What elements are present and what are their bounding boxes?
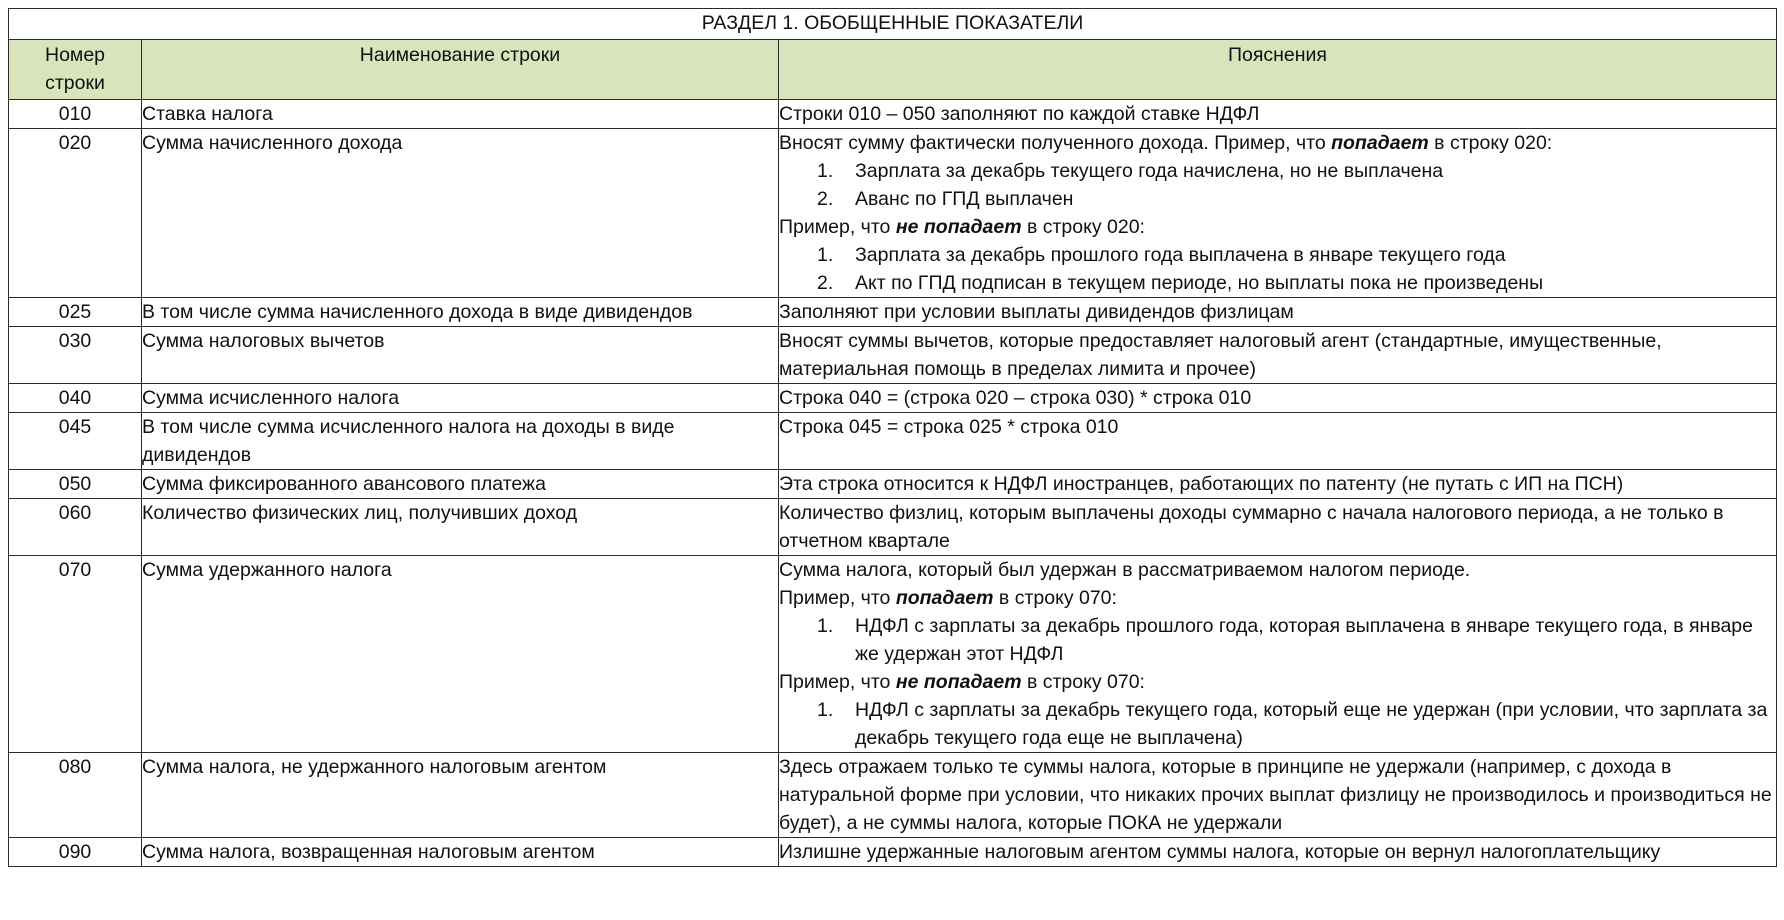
list-item-marker: 1. [817, 160, 834, 182]
row-number: 080 [9, 753, 142, 838]
list-item-text: Аванс по ГПД выплачен [855, 188, 1074, 210]
row-explanation [779, 470, 1777, 499]
column-header-explanation: Пояснения [779, 40, 1777, 100]
section-title: РАЗДЕЛ 1. ОБОБЩЕННЫЕ ПОКАЗАТЕЛИ [9, 9, 1777, 40]
row-name: В том числе сумма исчисленного налога на доходы в виде дивидендов [142, 413, 779, 470]
heading-emphasis: не попадает [895, 671, 1022, 693]
explanation-text: Здесь отражаем только те суммы налога, которые в принципе не удержали (например, с дохода в натуральной форме при условии, что никаких прочих выплат физлицу не производилось и производиться не будет), а не суммы налога, которые ПОКА не удержали [779, 756, 1772, 834]
list-item [779, 185, 1776, 213]
table-row [9, 129, 1777, 298]
row-name: В том числе сумма начисленного дохода в виде дивидендов [142, 298, 779, 327]
heading-emphasis: не попадает [895, 216, 1022, 238]
table-row [9, 556, 1777, 753]
list-item-marker: 2. [817, 272, 834, 294]
indicators-table [8, 8, 1777, 867]
row-explanation [779, 838, 1777, 867]
row-name: Сумма налога, не удержанного налоговым агентом [142, 753, 779, 838]
heading-text-before: Пример, что [779, 671, 896, 693]
heading-text-after: в строку 070: [993, 587, 1117, 609]
row-number: 060 [9, 499, 142, 556]
row-explanation [779, 413, 1777, 470]
explanation-text: Излишне удержанные налоговым агентом суммы налога, которые он вернул налогоплательщику [779, 841, 1661, 863]
row-explanation [779, 499, 1777, 556]
list-item-text: НДФЛ с зарплаты за декабрь прошлого года, которая выплачена в январе текущего года, в январе же удержан этот НДФЛ [855, 615, 1753, 665]
row-explanation [779, 298, 1777, 327]
table-row [9, 470, 1777, 499]
row-explanation [779, 753, 1777, 838]
table-row [9, 327, 1777, 384]
row-explanation [779, 327, 1777, 384]
explanation-example-heading [779, 584, 1776, 612]
table-body [9, 100, 1777, 867]
row-number: 045 [9, 413, 142, 470]
list-item [779, 269, 1776, 297]
explanation-example-heading [779, 129, 1776, 157]
row-name: Ставка налога [142, 100, 779, 129]
row-number: 040 [9, 384, 142, 413]
table-row [9, 100, 1777, 129]
row-name: Сумма удержанного налога [142, 556, 779, 753]
table-row [9, 384, 1777, 413]
row-number: 030 [9, 327, 142, 384]
list-item-marker: 1. [817, 615, 834, 637]
section-title-row [9, 9, 1777, 40]
row-explanation [779, 100, 1777, 129]
explanation-example-heading [779, 213, 1776, 241]
column-header-name: Наименование строки [142, 40, 779, 100]
explanation-text: Вносят суммы вычетов, которые предоставляет налоговый агент (стандартные, имущественные, материальная помощь в пределах лимита и прочее) [779, 330, 1662, 380]
list-item [779, 696, 1776, 752]
list-item [779, 241, 1776, 269]
column-header-number: Номер строки [9, 40, 142, 100]
explanation-text: Строка 045 = строка 025 * строка 010 [779, 416, 1119, 438]
table-row [9, 838, 1777, 867]
explanation-text: Эта строка относится к НДФЛ иностранцев, работающих по патенту (не путать с ИП на ПСН) [779, 473, 1624, 495]
heading-text-before: Вносят сумму фактически полученного дохода. Пример, что [779, 132, 1332, 154]
row-name: Сумма начисленного дохода [142, 129, 779, 298]
row-name: Сумма фиксированного авансового платежа [142, 470, 779, 499]
explanation-text: Сумма налога, который был удержан в рассматриваемом налогом периоде. [779, 559, 1471, 581]
list-item-text: НДФЛ с зарплаты за декабрь текущего года, который еще не удержан (при условии, что зарплата за декабрь текущего года еще не выплачена) [855, 699, 1768, 749]
row-explanation [779, 129, 1777, 298]
document-page [8, 8, 1776, 867]
heading-text-before: Пример, что [779, 587, 896, 609]
list-item-marker: 1. [817, 244, 834, 266]
row-number: 025 [9, 298, 142, 327]
heading-text-after: в строку 070: [1021, 671, 1145, 693]
row-number: 020 [9, 129, 142, 298]
explanation-example-heading [779, 668, 1776, 696]
explanation-text: Строка 040 = (строка 020 – строка 030) * строка 010 [779, 387, 1252, 409]
list-item-text: Зарплата за декабрь текущего года начислена, но не выплачена [855, 160, 1444, 182]
table-header-row [9, 40, 1777, 100]
row-number: 050 [9, 470, 142, 499]
row-number: 090 [9, 838, 142, 867]
list-item-marker: 1. [817, 699, 834, 721]
row-number: 070 [9, 556, 142, 753]
list-item-text: Акт по ГПД подписан в текущем периоде, но выплаты пока не произведены [855, 272, 1544, 294]
heading-emphasis: попадает [895, 587, 994, 609]
row-explanation [779, 384, 1777, 413]
list-item-marker: 2. [817, 188, 834, 210]
table-row [9, 298, 1777, 327]
heading-text-before: Пример, что [779, 216, 896, 238]
list-item [779, 157, 1776, 185]
explanation-text: Строки 010 – 050 заполняют по каждой ставке НДФЛ [779, 103, 1260, 125]
heading-text-after: в строку 020: [1021, 216, 1145, 238]
row-name: Сумма исчисленного налога [142, 384, 779, 413]
heading-emphasis: попадает [1331, 132, 1429, 154]
list-item [779, 612, 1776, 668]
table-row [9, 499, 1777, 556]
list-item-text: Зарплата за декабрь прошлого года выплачена в январе текущего года [855, 244, 1506, 266]
row-explanation [779, 556, 1777, 753]
row-name: Количество физических лиц, получивших доход [142, 499, 779, 556]
row-name: Сумма налога, возвращенная налоговым агентом [142, 838, 779, 867]
row-name: Сумма налоговых вычетов [142, 327, 779, 384]
explanation-text: Заполняют при условии выплаты дивидендов физлицам [779, 301, 1294, 323]
heading-text-after: в строку 020: [1428, 132, 1553, 154]
table-row [9, 413, 1777, 470]
table-row [9, 753, 1777, 838]
explanation-text: Количество физлиц, которым выплачены доходы суммарно с начала налогового периода, а не только в отчетном квартале [779, 502, 1724, 552]
row-number: 010 [9, 100, 142, 129]
